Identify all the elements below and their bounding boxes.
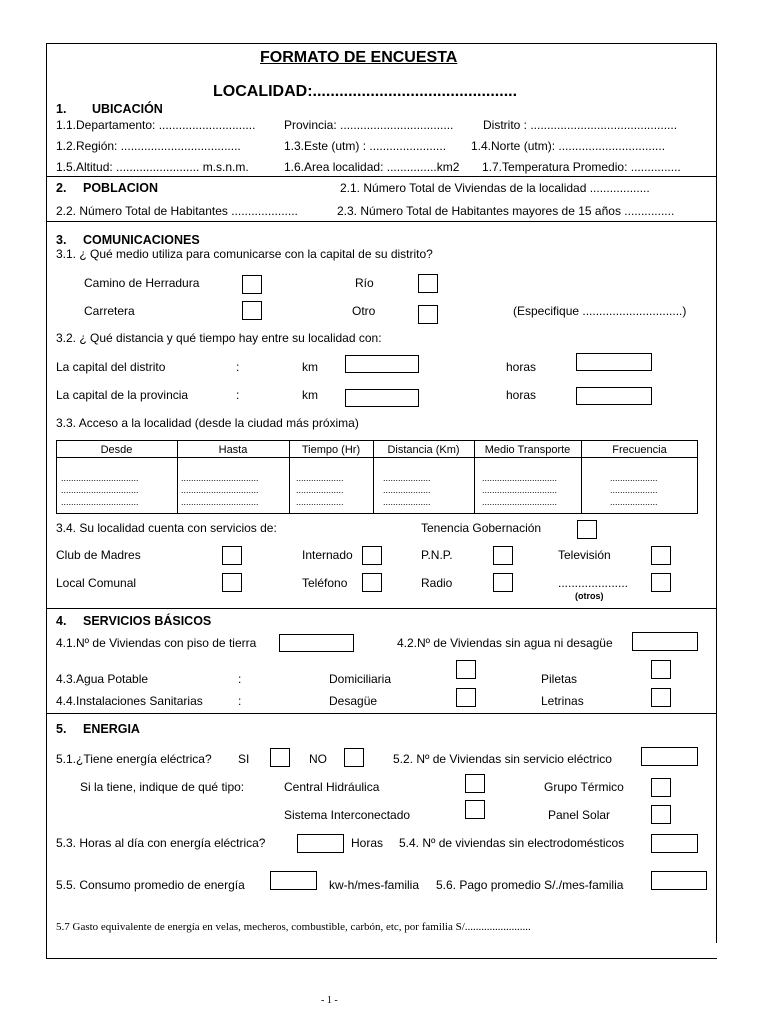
- camino-checkbox[interactable]: [242, 275, 262, 294]
- table-cell[interactable]: ..............................: [482, 497, 558, 507]
- no-checkbox[interactable]: [344, 748, 364, 767]
- viviendas-field[interactable]: 2.1. Número Total de Viviendas de la localidad ..................: [340, 181, 650, 195]
- page-number: - 1 -: [321, 995, 338, 1006]
- question-3-4: 3.4. Su localidad cuenta con servicios de:: [56, 521, 277, 535]
- radio-label: Radio: [421, 576, 453, 590]
- sin-agua-label: 4.2.Nº de Viviendas sin agua ni desagüe: [397, 636, 613, 650]
- question-5-1: 5.1.¿Tiene energía eléctrica?: [56, 752, 212, 766]
- question-3-1: 3.1. ¿ Qué medio utiliza para comunicarse con la capital de su distrito?: [56, 247, 433, 261]
- table-cell[interactable]: ...............................: [181, 473, 259, 483]
- altitud-field[interactable]: 1.5.Altitud: ......................... m.s.n.m.: [56, 160, 249, 174]
- distrito-km-input[interactable]: [345, 355, 419, 373]
- capital-provincia-label: La capital de la provincia: [56, 388, 189, 402]
- frame-bottom: [46, 958, 717, 959]
- colon: :: [236, 388, 240, 402]
- table-cell[interactable]: ...................: [383, 473, 431, 483]
- tipo-label: Si la tiene, indique de qué tipo:: [80, 780, 245, 794]
- internado-checkbox[interactable]: [362, 546, 382, 565]
- horas-unit-label: Horas: [351, 836, 384, 850]
- table-header-distancia: Distancia (Km): [387, 444, 460, 456]
- frame-left: [46, 43, 47, 958]
- television-checkbox[interactable]: [651, 546, 671, 565]
- interconectado-label: Sistema Interconectado: [284, 808, 411, 822]
- colon: :: [238, 694, 242, 708]
- access-table-header-line: [56, 457, 698, 458]
- table-cell[interactable]: ...............................: [61, 497, 139, 507]
- carretera-label: Carretera: [84, 304, 135, 318]
- radio-checkbox[interactable]: [493, 573, 513, 592]
- section-divider: [46, 221, 717, 222]
- section-4-number: 4.: [56, 614, 67, 628]
- piso-tierra-input[interactable]: [279, 634, 354, 652]
- camino-label: Camino de Herradura: [84, 276, 200, 290]
- section-2-number: 2.: [56, 181, 67, 195]
- sin-electrodomesticos-input[interactable]: [651, 834, 698, 853]
- table-cell[interactable]: ...............................: [181, 497, 259, 507]
- local-comunal-label: Local Comunal: [56, 576, 137, 590]
- question-3-3: 3.3. Acceso a la localidad (desde la ciudad más próxima): [56, 416, 359, 430]
- provincia-field[interactable]: Provincia: ..................................: [284, 118, 454, 132]
- table-cell[interactable]: ...............................: [61, 473, 139, 483]
- frame-top: [46, 43, 717, 44]
- club-madres-label: Club de Madres: [56, 548, 141, 562]
- letrinas-label: Letrinas: [541, 694, 584, 708]
- distrito-field[interactable]: Distrito : ............................................: [483, 118, 678, 132]
- interconectado-checkbox[interactable]: [465, 800, 485, 819]
- telefono-label: Teléfono: [302, 576, 348, 590]
- termico-checkbox[interactable]: [651, 778, 671, 797]
- sin-agua-input[interactable]: [632, 632, 698, 651]
- table-cell[interactable]: ...................: [610, 473, 658, 483]
- otro-label: Otro: [352, 304, 376, 318]
- club-madres-checkbox[interactable]: [222, 546, 242, 565]
- departamento-field[interactable]: 1.1.Departamento: .............................: [56, 118, 256, 132]
- si-checkbox[interactable]: [270, 748, 290, 767]
- internado-label: Internado: [302, 548, 353, 562]
- domiciliaria-label: Domiciliaria: [329, 672, 392, 686]
- otros-label: (otros): [575, 591, 604, 601]
- table-header-tiempo: Tiempo (Hr): [301, 444, 361, 456]
- hidraulica-checkbox[interactable]: [465, 774, 485, 793]
- otro-checkbox[interactable]: [418, 305, 438, 324]
- especifique-field[interactable]: (Especifique ..............................): [513, 304, 687, 318]
- rio-checkbox[interactable]: [418, 274, 438, 293]
- section-divider: [46, 608, 717, 609]
- consumo-input[interactable]: [270, 871, 317, 890]
- table-cell[interactable]: ...................: [296, 473, 344, 483]
- colon: :: [238, 672, 242, 686]
- question-5-5: 5.5. Consumo promedio de energía: [56, 878, 245, 892]
- region-field[interactable]: 1.2.Región: ....................................: [56, 139, 241, 153]
- form-title: FORMATO DE ENCUESTA: [260, 49, 458, 66]
- mayores-15-field[interactable]: 2.3. Número Total de Habitantes mayores de 15 años ...............: [337, 204, 675, 218]
- desague-label: Desagüe: [329, 694, 378, 708]
- agua-potable-label: 4.3.Agua Potable: [56, 672, 149, 686]
- provincia-horas-input[interactable]: [576, 387, 652, 405]
- piletas-label: Piletas: [541, 672, 578, 686]
- instalaciones-label: 4.4.Instalaciones Sanitarias: [56, 694, 203, 708]
- section-5-title: ENERGIA: [83, 722, 140, 736]
- section-divider: [46, 713, 717, 714]
- pnp-checkbox[interactable]: [493, 546, 513, 565]
- table-cell[interactable]: ...................: [610, 485, 658, 495]
- pago-input[interactable]: [651, 871, 707, 890]
- section-5-number: 5.: [56, 722, 67, 736]
- question-5-4: 5.4. Nº de viviendas sin electrodomésticos: [399, 836, 625, 850]
- hidraulica-label: Central Hidráulica: [284, 780, 380, 794]
- table-cell[interactable]: ...................: [610, 497, 658, 507]
- rio-label: Río: [355, 276, 374, 290]
- section-4-title: SERVICIOS BÁSICOS: [83, 614, 212, 628]
- table-header-medio: Medio Transporte: [484, 444, 571, 456]
- provincia-km-input[interactable]: [345, 389, 419, 407]
- question-5-6: 5.6. Pago promedio S/./mes-familia: [436, 878, 624, 892]
- telefono-checkbox[interactable]: [362, 573, 382, 592]
- television-label: Televisión: [558, 548, 611, 562]
- section-3-title: COMUNICACIONES: [83, 233, 200, 247]
- table-cell[interactable]: ...................: [383, 497, 431, 507]
- tenencia-checkbox[interactable]: [577, 520, 597, 539]
- norte-field[interactable]: 1.4.Norte (utm): ................................: [471, 139, 666, 153]
- area-field[interactable]: 1.6.Area localidad: ...............km2: [284, 160, 460, 174]
- frame-right: [716, 43, 717, 943]
- local-comunal-checkbox[interactable]: [222, 573, 242, 592]
- distrito-horas-input[interactable]: [576, 353, 652, 371]
- tenencia-label: Tenencia Gobernación: [421, 521, 542, 535]
- otros-checkbox[interactable]: [651, 573, 671, 592]
- habitantes-field[interactable]: 2.2. Número Total de Habitantes ....................: [56, 204, 298, 218]
- horas-label: horas: [506, 388, 537, 402]
- table-header-desde: Desde: [100, 444, 133, 456]
- otros-field[interactable]: .....................: [558, 576, 629, 590]
- table-cell[interactable]: ...............................: [61, 485, 139, 495]
- sin-electrico-input[interactable]: [641, 747, 698, 766]
- horas-label: horas: [506, 360, 537, 374]
- table-cell[interactable]: ...................: [296, 485, 344, 495]
- solar-checkbox[interactable]: [651, 805, 671, 824]
- pnp-label: P.N.P.: [421, 548, 453, 562]
- localidad-field[interactable]: LOCALIDAD:..............................................: [213, 83, 518, 100]
- colon: :: [236, 360, 240, 374]
- section-3-number: 3.: [56, 233, 67, 247]
- carretera-checkbox[interactable]: [242, 301, 262, 320]
- piso-tierra-label: 4.1.Nº de Viviendas con piso de tierra: [56, 636, 257, 650]
- question-5-2: 5.2. Nº de Viviendas sin servicio eléctrico: [393, 752, 612, 766]
- question-5-3: 5.3. Horas al día con energía eléctrica?: [56, 836, 266, 850]
- kwh-label: kw-h/mes-familia: [329, 878, 420, 892]
- section-divider: [46, 176, 717, 177]
- horas-input[interactable]: [297, 834, 344, 853]
- este-field[interactable]: 1.3.Este (utm) : .......................: [284, 139, 447, 153]
- question-5-7[interactable]: 5.7 Gasto equivalente de energía en velas, mecheros, combustible, carbón, etc, por familia S/........................: [56, 921, 531, 933]
- table-header-frecuencia: Frecuencia: [612, 444, 667, 456]
- desague-checkbox[interactable]: [456, 688, 476, 707]
- section-1-title: UBICACIÓN: [92, 102, 163, 116]
- no-label: NO: [309, 752, 327, 766]
- question-3-2: 3.2. ¿ Qué distancia y qué tiempo hay entre su localidad con:: [56, 331, 382, 345]
- temperatura-field[interactable]: 1.7.Temperatura Promedio: ...............: [482, 160, 681, 174]
- termico-label: Grupo Térmico: [544, 780, 624, 794]
- section-1-number: 1.: [56, 102, 67, 116]
- table-cell[interactable]: ..............................: [482, 473, 558, 483]
- letrinas-checkbox[interactable]: [651, 688, 671, 707]
- table-cell[interactable]: ...............................: [181, 485, 259, 495]
- table-cell[interactable]: ...................: [383, 485, 431, 495]
- piletas-checkbox[interactable]: [651, 660, 671, 679]
- si-label: SI: [238, 752, 250, 766]
- table-header-hasta: Hasta: [218, 444, 248, 456]
- capital-distrito-label: La capital del distrito: [56, 360, 166, 374]
- table-cell[interactable]: ...................: [296, 497, 344, 507]
- km-label: km: [302, 388, 318, 402]
- km-label: km: [302, 360, 318, 374]
- section-2-title: POBLACION: [83, 181, 158, 195]
- domiciliaria-checkbox[interactable]: [456, 660, 476, 679]
- table-cell[interactable]: ..............................: [482, 485, 558, 495]
- solar-label: Panel Solar: [548, 808, 611, 822]
